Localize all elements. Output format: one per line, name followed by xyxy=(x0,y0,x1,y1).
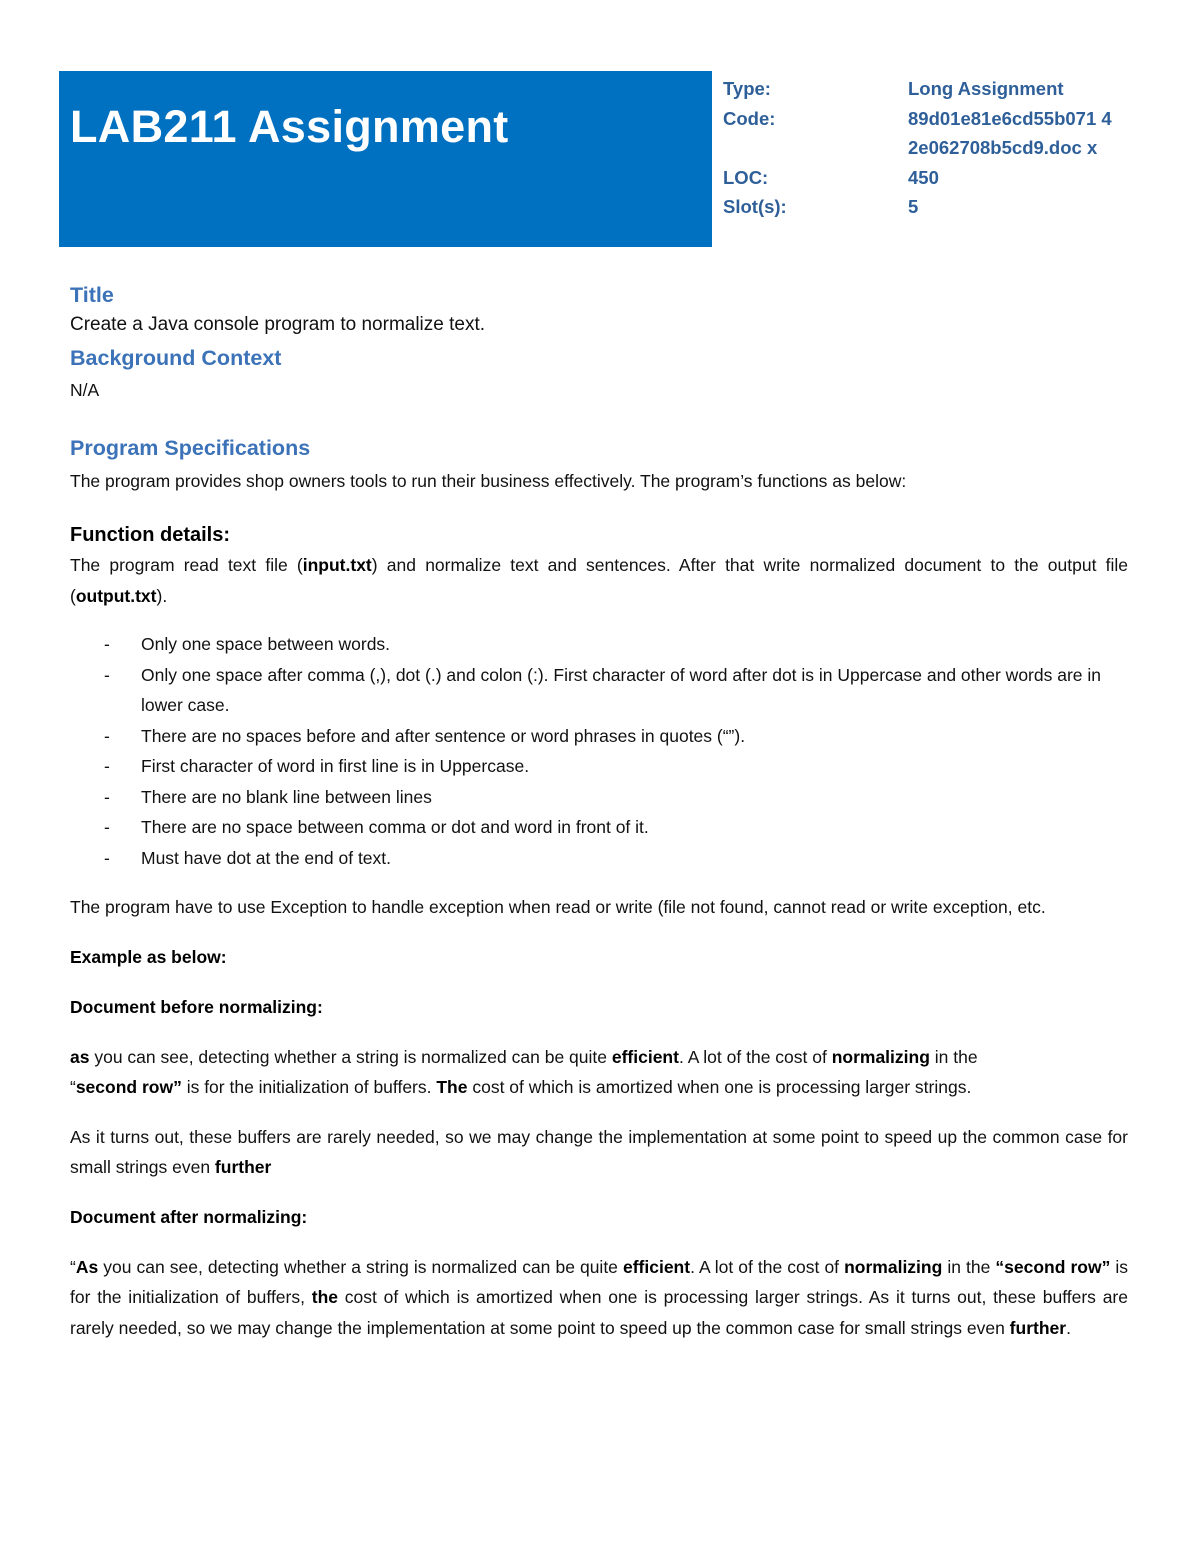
meta-value: 89d01e81e6cd55b071 42e062708b5cd9.doc x xyxy=(908,107,1112,158)
list-dash: - xyxy=(104,664,110,685)
document-body xyxy=(70,280,1128,1343)
background-text: N/A xyxy=(70,380,100,400)
list-dash: - xyxy=(104,634,110,654)
list-item: - There are no spaces before and after sentence or word phrases in quotes (“”). xyxy=(70,721,1128,752)
exception-text: The program have to use Exception to handle exception when read or write (file not found, cannot read or write exception, etc. xyxy=(70,897,1046,917)
meta-label: Type: xyxy=(723,78,771,99)
before-paragraph-2: As it turns out, these buffers are rarely needed, so we may change the implementation at some point to speed up the common case for small strings even further xyxy=(70,1126,1128,1177)
meta-value: Long Assignment xyxy=(908,78,1064,99)
before-label: Document before normalizing: xyxy=(70,996,323,1017)
list-dash: - xyxy=(104,725,110,746)
list-item: - Only one space after comma (,), dot (.) and colon (:). First character of word after dot is in Uppercase and other words are in lower case. xyxy=(70,660,1128,721)
title-text: Create a Java console program to normalize text. xyxy=(70,314,486,335)
meta-label: Slot(s): xyxy=(723,196,787,217)
title-heading: Title xyxy=(70,283,114,307)
list-item: - First character of word in first line is in Uppercase. xyxy=(70,751,1128,782)
document-title: LAB211 Assignment xyxy=(70,101,509,152)
input-file-name: input.txt xyxy=(302,555,372,575)
meta-row-slots xyxy=(723,192,1163,222)
list-dash: - xyxy=(104,786,110,807)
function-details-heading: Function details: xyxy=(70,524,230,546)
list-dash: - xyxy=(104,847,110,868)
meta-label: Code: xyxy=(723,107,776,129)
spec-text: The program provides shop owners tools to run their business effectively. The program’s functions as below: xyxy=(70,471,907,491)
assignment-meta xyxy=(723,74,1163,222)
list-dash: - xyxy=(104,817,110,837)
list-dash: - xyxy=(104,756,110,776)
after-label: Document after normalizing: xyxy=(70,1206,308,1227)
output-file-name: output.txt xyxy=(75,585,157,606)
list-item: - Must have dot at the end of text. xyxy=(70,843,1128,874)
background-heading: Background Context xyxy=(70,346,282,370)
function-intro: The program read text file (input.txt) and normalize text and sentences. After that write normalized document to the output file (output.txt). xyxy=(70,555,1128,606)
meta-value: 5 xyxy=(908,196,919,217)
spec-heading: Program Specifications xyxy=(70,436,311,460)
list-item: - Only one space between words. xyxy=(70,629,1128,660)
before-paragraph-1: as you can see, detecting whether a string is normalized can be quite efficient. A lot of the cost of normalizing in the “second row” is for the initialization of buffers. The cost of which is amortized when one is processing larger strings. xyxy=(70,1046,978,1097)
list-item: - There are no blank line between lines xyxy=(70,782,1128,813)
meta-label: LOC: xyxy=(723,166,769,188)
example-label: Example as below: xyxy=(70,946,227,967)
list-item: - There are no space between comma or dot and word in front of it. xyxy=(70,812,1128,843)
header-banner xyxy=(59,71,712,247)
meta-row-loc xyxy=(723,163,1163,193)
meta-row-code xyxy=(723,104,1163,163)
meta-row-type xyxy=(723,74,1163,104)
normalization-rules xyxy=(70,629,1128,873)
after-paragraph: “As you can see, detecting whether a string is normalized can be quite efficient. A lot of the cost of normalizing in the “second row” is for the initialization of buffers, the cost of which is amortized when one is processing larger strings. As it turns out, these buffers are rarely needed, so we may change the implementation at some point to speed up the common case for small strings even further. xyxy=(70,1256,1129,1338)
meta-value: 450 xyxy=(908,166,939,188)
